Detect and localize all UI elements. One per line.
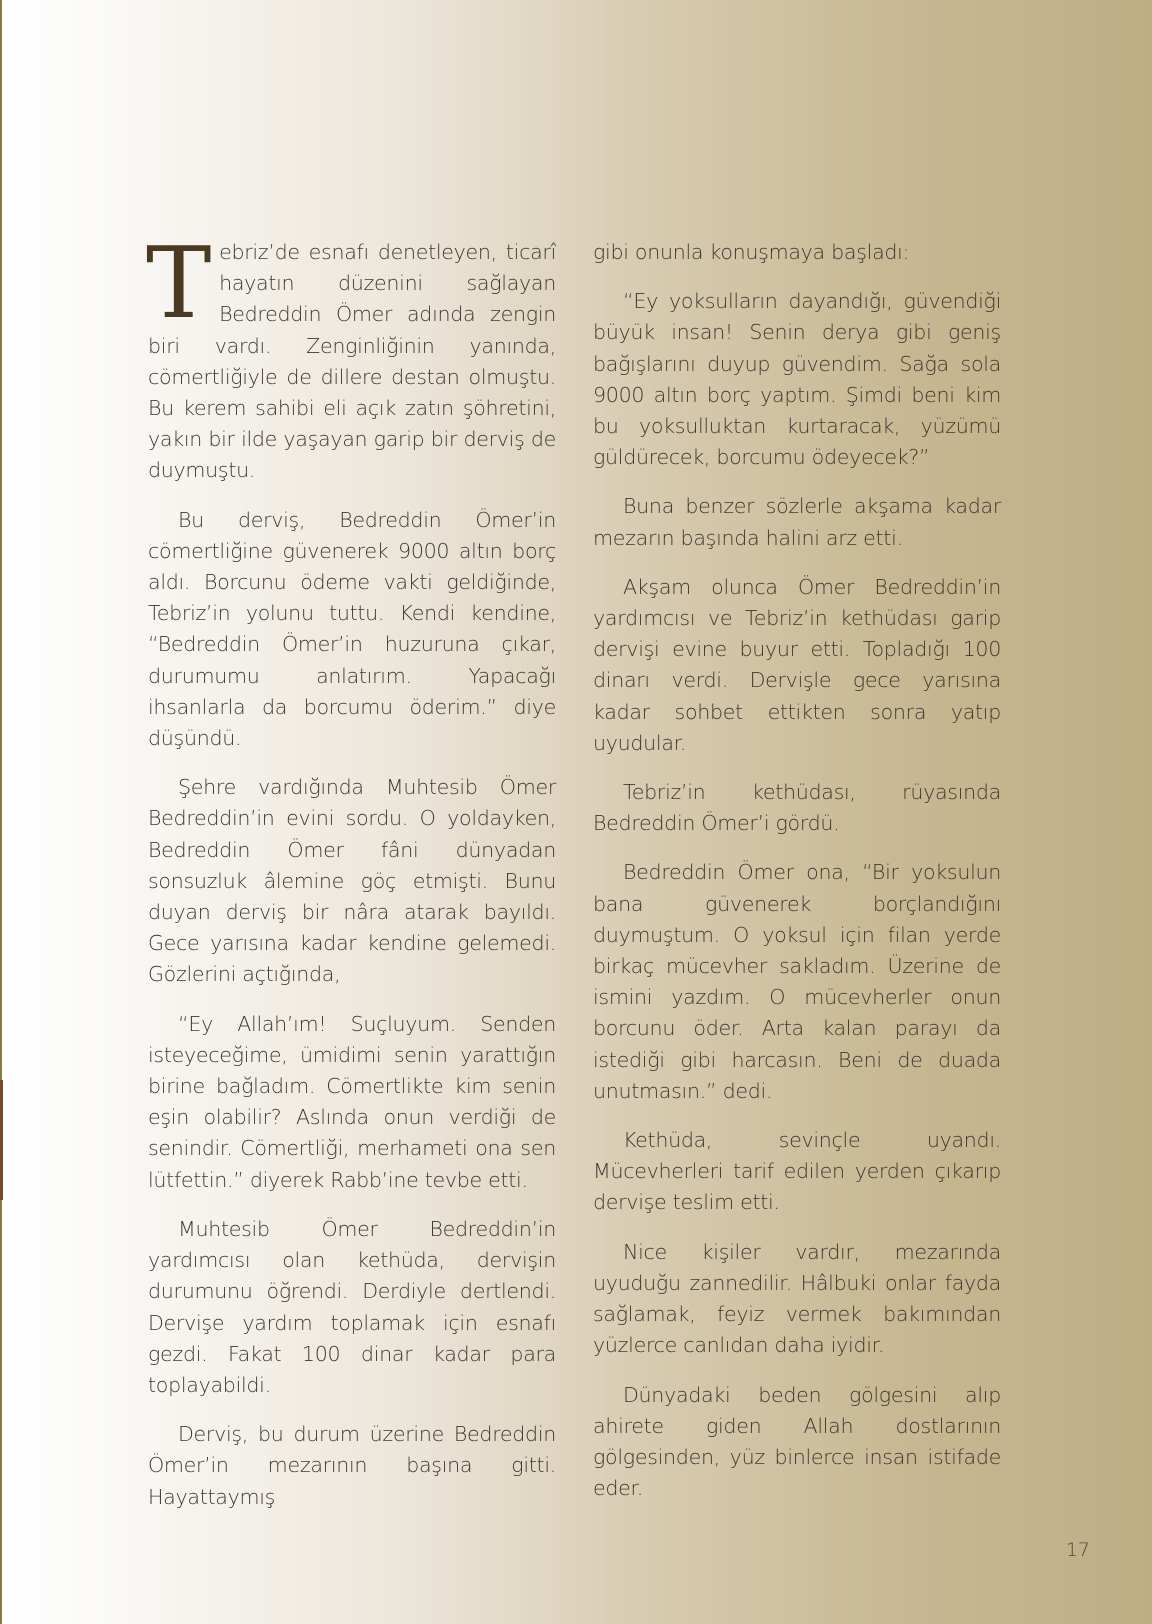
paragraph: Dünyadaki beden gölgesini alıp ahirete giden Allah dostlarının gölgesinden, yüz binlerce insan istifade eder. [593, 1382, 1001, 1501]
paragraph-text: ebriz’de esnafı denetleyen, ticarî hayatın düzenini sağlayan Bedreddin Ömer adında zengin biri vardı. Zenginliğinin yanında, cömertliğiyle de dillere destan olmuştu. Bu kerem sahibi eli açık zatın şöhretini, yakın bir ilde yaşayan garip bir derviş de duymuştu. [148, 240, 556, 483]
page-edge-strip [0, 0, 2, 1624]
paragraph: Bedreddin Ömer ona, “Bir yoksulun bana güvenerek borçlandığını duymuştum. O yoksul için filan yerde birkaç mücevher sakladım. Üzerine de ismini yazdım. O mücevherler onun borcunu öder. Arta kalan parayı da istediği gibi harcasın. Beni de duada unutmasın.” dedi. [593, 860, 1001, 1103]
page-number: 17 [1065, 1539, 1090, 1561]
paragraph: Tebriz’in kethüdası, rüyasında Bedreddin Ömer’i gördü. [593, 780, 1001, 836]
paragraph-continuation: gibi onunla konuşmaya başladı: [593, 240, 910, 264]
left-column [146, 227, 556, 1531]
paragraph: Buna benzer sözlerle akşama kadar mezarın başında halini arz etti. [593, 494, 1001, 550]
paragraph: “Ey yoksulların dayandığı, güvendiği büyük insan! Senin derya gibi geniş bağışlarını duyup güvendim. Sağa sola 9000 altın borç yaptım. Şimdi beni kim bu yoksulluktan kurtaracak, yüzümü güldürecek, borcumu ödeyecek?” [593, 289, 1001, 470]
drop-cap: T [146, 227, 212, 341]
paragraph: Nice kişiler vardır, mezarında uyuduğu zannedilir. Hâlbuki onlar fayda sağlamak, feyiz vermek bakımından yüzlerce canlıdan daha iyidir. [593, 1239, 1001, 1358]
paragraph: Bu derviş, Bedreddin Ömer’in cömertliğine güvenerek 9000 altın borç aldı. Borcunu ödeme vakti geldiğinde, Tebriz’in yolunu tuttu. Kendi kendine, “Bedreddin Ömer’in huzuruna çıkar, durumumu anlatırım. Yapacağı ihsanlarla da borcumu öderim.” diye düşündü. [148, 507, 556, 751]
paragraph: Derviş, bu durum üzerine Bedreddin Ömer’in mezarının başına gitti. Hayattaymış [148, 1422, 556, 1509]
paragraph: Muhtesib Ömer Bedreddin’in yardımcısı olan kethüda, dervişin durumunu öğrendi. Derdiyle dertlendi. Dervişe yardım toplamak için esnafı gezdi. Fakat 100 dinar kadar para toplayabildi. [148, 1216, 556, 1397]
page-edge-mark [0, 1080, 3, 1200]
paragraph: Akşam olunca Ömer Bedreddin’in yardımcısı ve Tebriz’in kethüdası garip dervişi evine buyur etti. Topladığı 100 dinarı verdi. Dervişle gece yarısına kadar sohbet ettikten sonra yatıp uyudular. [593, 574, 1001, 755]
paragraph [146, 227, 556, 487]
paragraph: “Ey Allah’ım! Suçluyum. Senden isteyeceğime, ümidimi senin yarattığın birine bağladım. Cömertlikte kim senin eşin olabilir? Aslında onun verdiği de senindir. Cömertliği, merhameti ona sen lütfettin.” diyerek Rabb’ine tevbe etti. [148, 1011, 556, 1192]
paragraph: Kethüda, sevinçle uyandı. Mücevherleri tarif edilen yerden çıkarıp dervişe teslim etti. [593, 1128, 1001, 1215]
paragraph: Şehre vardığında Muhtesib Ömer Bedreddin’in evini sordu. O yoldayken, Bedreddin Ömer fâni dünyadan sonsuzluk âlemine göç etmişti. Bunu duyan derviş bir nâra atarak bayıldı. Gece yarısına kadar kendine gelemedi. Gözlerini açtığında, [148, 775, 556, 987]
right-column [593, 237, 1001, 1522]
